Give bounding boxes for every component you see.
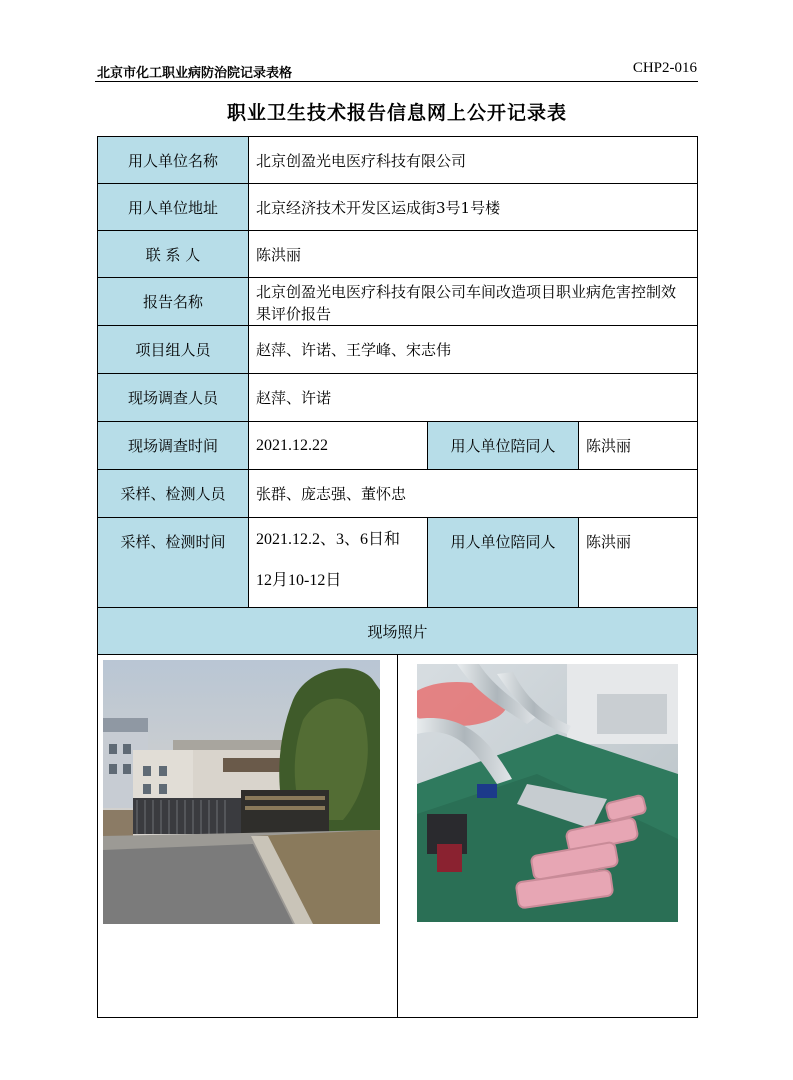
record-table — [97, 136, 698, 1018]
document-title: 职业卫生技术报告信息网上公开记录表 — [226, 102, 567, 124]
header-org: 北京市化工职业病防治院记录表格 — [97, 66, 293, 81]
building-entrance-photo — [103, 660, 380, 924]
photo-cell-right — [397, 654, 698, 1018]
value-sampling-time — [248, 517, 428, 608]
label-report-name: 报告名称 — [97, 277, 249, 326]
header-divider — [95, 81, 698, 82]
photo-cell-left — [97, 654, 398, 1018]
value-report-name: 北京创盈光电医疗科技有限公司车间改造项目职业病危害控制效果评价报告 — [248, 277, 698, 326]
label-site-photos: 现场照片 — [97, 607, 698, 655]
label-sampling-companion: 用人单位陪同人 — [427, 517, 579, 608]
header-form-code: CHP2-016 — [632, 60, 697, 76]
label-survey-staff: 现场调查人员 — [97, 373, 249, 422]
value-employer-address: 北京经济技术开发区运成街3号1号楼 — [248, 183, 698, 231]
label-contact: 联 系 人 — [97, 230, 249, 278]
value-survey-companion: 陈洪丽 — [578, 421, 698, 470]
label-sampling-time: 采样、检测时间 — [97, 517, 249, 608]
label-employer-name: 用人单位名称 — [97, 136, 249, 184]
value-sampling-time-line2: 12月10-12日 — [256, 572, 342, 589]
value-sampling-staff: 张群、庞志强、董怀忠 — [248, 469, 698, 518]
label-project-members: 项目组人员 — [97, 325, 249, 374]
value-project-members: 赵萍、许诺、王学峰、宋志伟 — [248, 325, 698, 374]
value-contact: 陈洪丽 — [248, 230, 698, 278]
label-survey-companion: 用人单位陪同人 — [427, 421, 579, 470]
value-survey-time: 2021.12.22 — [248, 421, 428, 470]
label-employer-address: 用人单位地址 — [97, 183, 249, 231]
value-employer-name: 北京创盈光电医疗科技有限公司 — [248, 136, 698, 184]
workshop-fume-extraction-photo — [417, 664, 678, 922]
value-survey-staff: 赵萍、许诺 — [248, 373, 698, 422]
value-sampling-time-line1: 2021.12.2、3、6日和 — [256, 531, 401, 548]
value-sampling-companion: 陈洪丽 — [578, 517, 698, 608]
label-sampling-staff: 采样、检测人员 — [97, 469, 249, 518]
label-survey-time: 现场调查时间 — [97, 421, 249, 470]
